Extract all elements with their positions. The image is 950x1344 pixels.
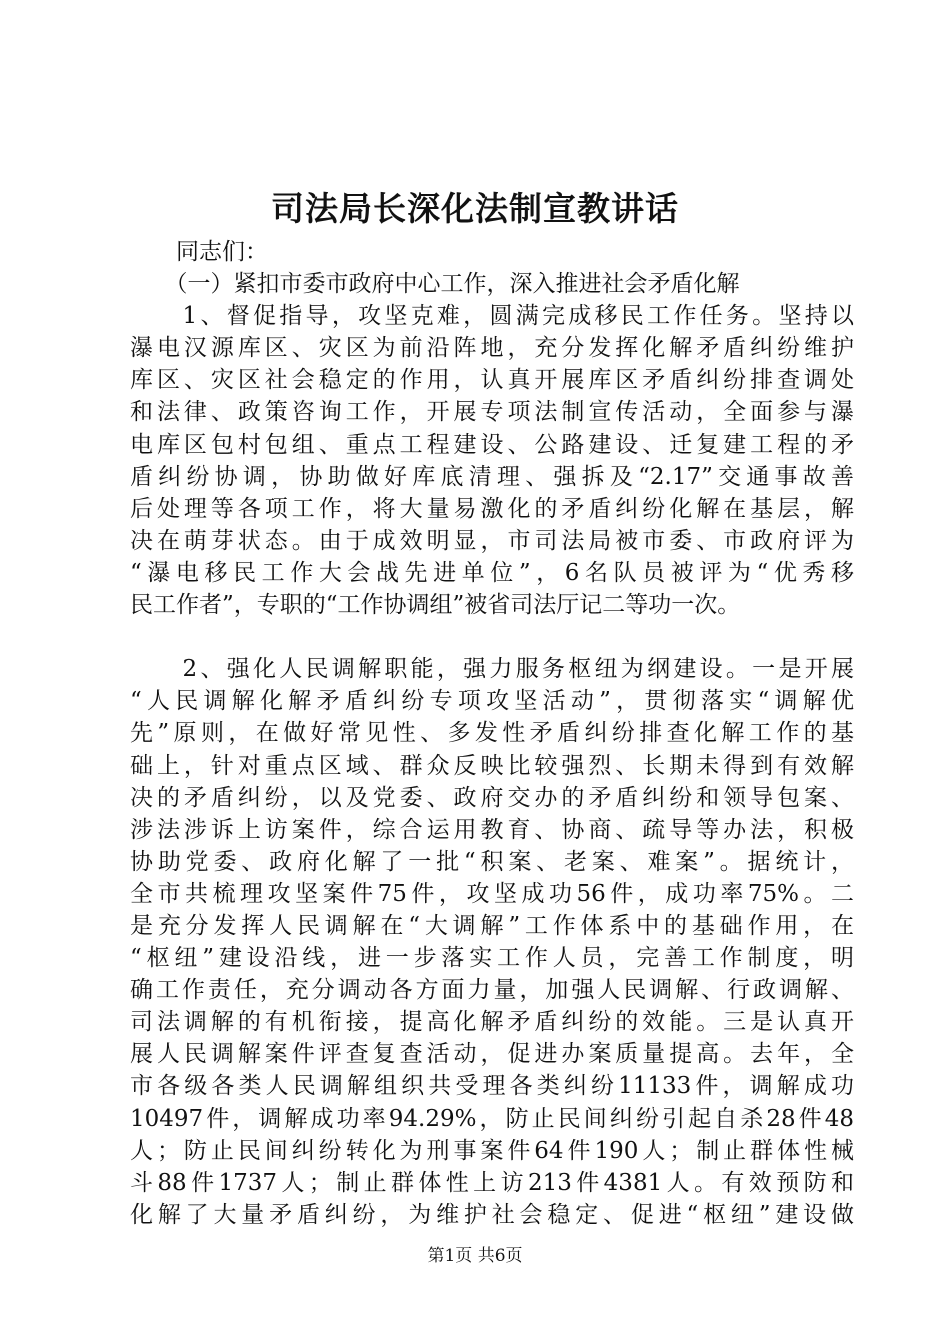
body-line: 市各级各类人民调解组织共受理各类纠纷11133件，调解成功 xyxy=(130,1073,854,1100)
body-line: 和法律、政策咨询工作，开展专项法制宣传活动，全面参与瀑 xyxy=(130,399,854,426)
body-line: 10497件，调解成功率94.29%，防止民间纠纷引起自杀28件48 xyxy=(130,1105,854,1132)
body-line: “枢纽”建设沿线，进一步落实工作人员，完善工作制度，明 xyxy=(130,945,854,972)
body-line: （一）紧扣市委市政府中心工作，深入推进社会矛盾化解 xyxy=(130,271,740,298)
body-line: 司法调解的有机衔接，提高化解矛盾纠纷的效能。三是认真开 xyxy=(130,1009,854,1036)
document-body xyxy=(130,236,854,1231)
body-line: 是充分发挥人民调解在“大调解”工作体系中的基础作用，在 xyxy=(130,912,854,939)
body-line: 涉法涉诉上访案件，综合运用教育、协商、疏导等办法，积极 xyxy=(130,816,854,843)
body-line: 展人民调解案件评查复查活动，促进办案质量提高。去年，全 xyxy=(130,1041,854,1068)
body-line: 先”原则，在做好常见性、多发性矛盾纠纷排查化解工作的基 xyxy=(130,720,854,747)
body-line: 电库区包村包组、重点工程建设、公路建设、迁复建工程的矛 xyxy=(130,431,854,458)
body-line: 1、督促指导，攻坚克难，圆满完成移民工作任务。坚持以 xyxy=(130,303,854,330)
body-line: 决在萌芽状态。由于成效明显，市司法局被市委、市政府评为 xyxy=(130,527,854,554)
body-line: 后处理等各项工作，将大量易激化的矛盾纠纷化解在基层，解 xyxy=(130,495,854,522)
body-line: 民工作者”，专职的“工作协调组”被省司法厅记二等功一次。 xyxy=(130,592,741,619)
body-line: 人；防止民间纠纷转化为刑事案件64件190人；制止群体性械 xyxy=(130,1137,854,1164)
body-line: 2、强化人民调解职能，强力服务枢纽为纲建设。一是开展 xyxy=(130,656,854,683)
body-line: 斗88件1737人；制止群体性上访213件4381人。有效预防和 xyxy=(130,1169,854,1196)
body-line: “人民调解化解矛盾纠纷专项攻坚活动”，贯彻落实“调解优 xyxy=(130,688,854,715)
body-line: 瀑电汉源库区、灾区为前沿阵地，充分发挥化解矛盾纠纷维护 xyxy=(130,335,854,362)
body-line: 础上，针对重点区域、群众反映比较强烈、长期未得到有效解 xyxy=(130,752,854,779)
body-line: 库区、灾区社会稳定的作用，认真开展库区矛盾纠纷排查调处 xyxy=(130,367,854,394)
body-line: 全市共梳理攻坚案件75件，攻坚成功56件，成功率75%。二 xyxy=(130,880,854,907)
body-line: “瀑电移民工作大会战先进单位”，6名队员被评为“优秀移 xyxy=(130,559,854,586)
document-title: 司法局长深化法制宣教讲话 xyxy=(271,189,679,228)
page-footer: 第1页 共6页 xyxy=(427,1246,523,1266)
body-line: 协助党委、政府化解了一批“积案、老案、难案”。据统计， xyxy=(130,848,854,875)
body-line: 盾纠纷协调，协助做好库底清理、强拆及“2.17”交通事故善 xyxy=(130,463,854,490)
paragraph-gap xyxy=(130,621,854,653)
body-line: 决的矛盾纠纷，以及党委、政府交办的矛盾纠纷和领导包案、 xyxy=(130,784,854,811)
body-line: 化解了大量矛盾纠纷，为维护社会稳定、促进“枢纽”建设做 xyxy=(130,1201,854,1228)
body-line: 确工作责任，充分调动各方面力量，加强人民调解、行政调解、 xyxy=(130,977,854,1004)
body-line: 同志们： xyxy=(130,239,268,265)
